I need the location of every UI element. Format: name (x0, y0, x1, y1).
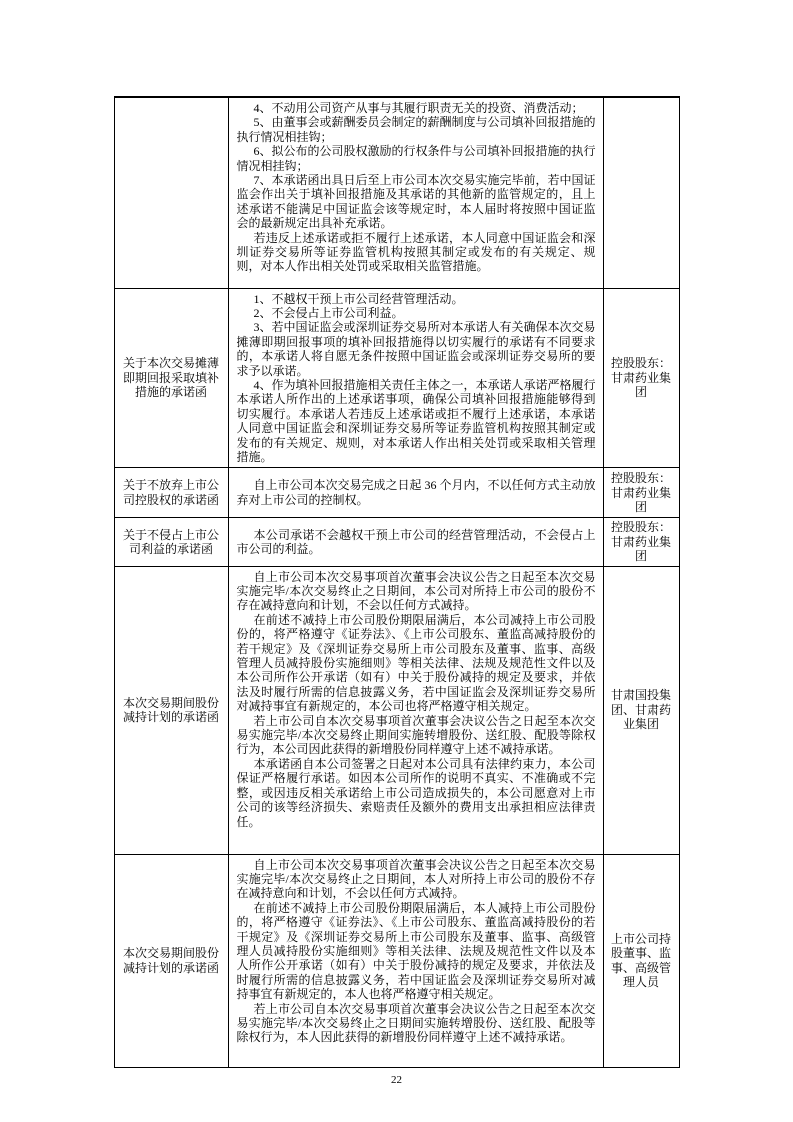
commitment-paragraph: 若上市公司自本次交易事项首次董事会决议公告之日起至本次交易实施完毕/本次交易终止期间实施转增股份、送红股、配股等除权行为，本公司因此获得的新增股份同样遵守上述不减持承诺。 (236, 713, 596, 757)
commitment-paragraph: 4、作为填补回报措施相关责任主体之一，本承诺人承诺严格履行本承诺人所作出的上述承诺事项，确保公司填补回报措施能够得到切实履行。本承诺人若违反上述承诺或拒不履行上述承诺，本承诺人同意中国证监会和深圳证券交易所等证券监管机构按照其制定或发布的有关规定、规则，对本承诺人作出相关处罚或采取相关管理措施。 (236, 377, 596, 464)
commitment-paragraph: 若违反上述承诺或拒不履行上述承诺，本人同意中国证监会和深圳证券交易所等证券监管机构按照其制定或发布的有关规定、规则，对本人作出相关处罚或采取相关监管措施。 (236, 230, 596, 274)
commitment-text-cell (228, 97, 603, 288)
commitment-text-cell (228, 518, 603, 566)
commitment-party-cell (603, 97, 679, 288)
commitment-paragraph: 本公司承诺不会越权干预上市公司的经营管理活动，不会侵占上市公司的利益。 (236, 527, 596, 556)
commitment-paragraph: 5、由董事会或薪酬委员会制定的薪酬制度与公司填补回报措施的执行情况相挂钩； (236, 115, 596, 144)
commitment-paragraph: 自上市公司本次交易完成之日起 36 个月内，不以任何方式主动放弃对上市公司的控制权。 (236, 478, 596, 507)
commitment-paragraph: 在前述不减持上市公司股份期限届满后，本人减持上市公司股份的，将严格遵守《证券法》、《上市公司股东、董监高减持股份的若干规定》及《深圳证券交易所上市公司股东及董事、监事、高级管理人员减持股份实施细则》等相关法律、法规及规范性文件以及本人所作公开承诺（如有）中关于股份减持的规定及要求，并依法及时履行所需的信息披露义务，若中国证监会及深圳证券交易所对减持事宜有新规定的，本人也将严格遵守相关规定。 (236, 900, 596, 1002)
commitment-type-cell: 本次交易期间股份减持计划的承诺函 (114, 566, 228, 854)
commitment-text-cell (228, 288, 603, 468)
commitment-party-cell: 上市公司持股董事、监事、高级管理人员 (603, 854, 679, 1067)
commitment-party-cell: 控股股东：甘肃药业集团 (603, 518, 679, 566)
table-row (114, 854, 679, 1067)
commitment-type-cell: 关于本次交易摊薄即期回报采取填补措施的承诺函 (114, 288, 228, 468)
commitment-type-cell: 关于不放弃上市公司控股权的承诺函 (114, 468, 228, 518)
table-row (114, 288, 679, 468)
commitment-party-cell: 控股股东：甘肃药业集团 (603, 288, 679, 468)
commitment-paragraph: 1、不越权干预上市公司经营管理活动。 (253, 291, 464, 306)
commitment-type-cell: 本次交易期间股份减持计划的承诺函 (114, 854, 228, 1067)
commitment-party-cell: 控股股东：甘肃药业集团 (603, 468, 679, 518)
commitment-text-cell (228, 468, 603, 518)
table-row (114, 468, 679, 518)
commitment-paragraph: 3、若中国证监会或深圳证券交易所对本承诺人有关确保本次交易摊薄即期回报事项的填补回报措施得以切实履行的承诺有不同要求的，本承诺人将自愿无条件按照中国证监会或深圳证券交易所的要求予以承诺。 (236, 320, 596, 378)
commitment-paragraph: 4、不动用公司资产从事与其履行职责无关的投资、消费活动； (253, 101, 584, 115)
commitment-party-cell: 甘肃国投集团、甘肃药业集团 (603, 566, 679, 854)
commitments-table (114, 96, 680, 1068)
table-row (114, 518, 679, 566)
table-row (114, 97, 679, 288)
page-number: 22 (391, 1073, 402, 1086)
commitment-type-cell: 关于不侵占上市公司利益的承诺函 (114, 518, 228, 566)
commitment-type-cell (114, 97, 228, 288)
commitment-paragraph: 自上市公司本次交易事项首次董事会决议公告之日起至本次交易实施完毕/本次交易终止之日期间，本人对所持上市公司的股份不存在减持意向和计划，不会以任何方式减持。 (236, 857, 596, 901)
commitment-text-cell (228, 854, 603, 1067)
commitment-paragraph: 若上市公司自本次交易事项首次董事会决议公告之日起至本次交易实施完毕/本次交易终止之日期间实施转增股份、送红股、配股等除权行为，本人因此获得的新增股份同样遵守上述不减持承诺。 (236, 1001, 596, 1045)
commitment-paragraph: 在前述不减持上市公司股份期限届满后，本公司减持上市公司股份的，将严格遵守《证券法》、《上市公司股东、董监高减持股份的若干规定》及《深圳证券交易所上市公司股东及董事、监事、高级管理人员减持股份实施细则》等相关法律、法规及规范性文件以及本公司所作公开承诺（如有）中关于股份减持的规定及要求，并依法及时履行所需的信息披露义务，若中国证监会及深圳证券交易所对减持事宜有新规定的，本公司也将严格遵守相关规定。 (236, 612, 596, 714)
commitment-paragraph: 本承诺函自本公司签署之日起对本公司具有法律约束力，本公司保证严格履行承诺。如因本公司所作的说明不真实、不准确或不完整，或因违反相关承诺给上市公司造成损失的，本公司愿意对上市公司的该等经济损失、索赔责任及额外的费用支出承担相应法律责任。 (236, 756, 596, 829)
table-row (114, 566, 679, 854)
commitment-paragraph: 自上市公司本次交易事项首次董事会决议公告之日起至本次交易实施完毕/本次交易终止之日期间，本公司对所持上市公司的股份不存在减持意向和计划，不会以任何方式减持。 (236, 569, 596, 613)
commitment-paragraph: 6、拟公布的公司股权激励的行权条件与公司填补回报措施的执行情况相挂钩； (236, 144, 596, 173)
commitment-text-cell (228, 566, 603, 854)
commitment-paragraph: 2、不会侵占上市公司利益。 (253, 305, 404, 320)
commitment-paragraph: 7、本承诺函出具日后至上市公司本次交易实施完毕前，若中国证监会作出关于填补回报措施及其承诺的其他新的监管规定的，且上述承诺不能满足中国证监会该等规定时，本人届时将按照中国证监会的最新规定出具补充承诺。 (236, 173, 596, 231)
